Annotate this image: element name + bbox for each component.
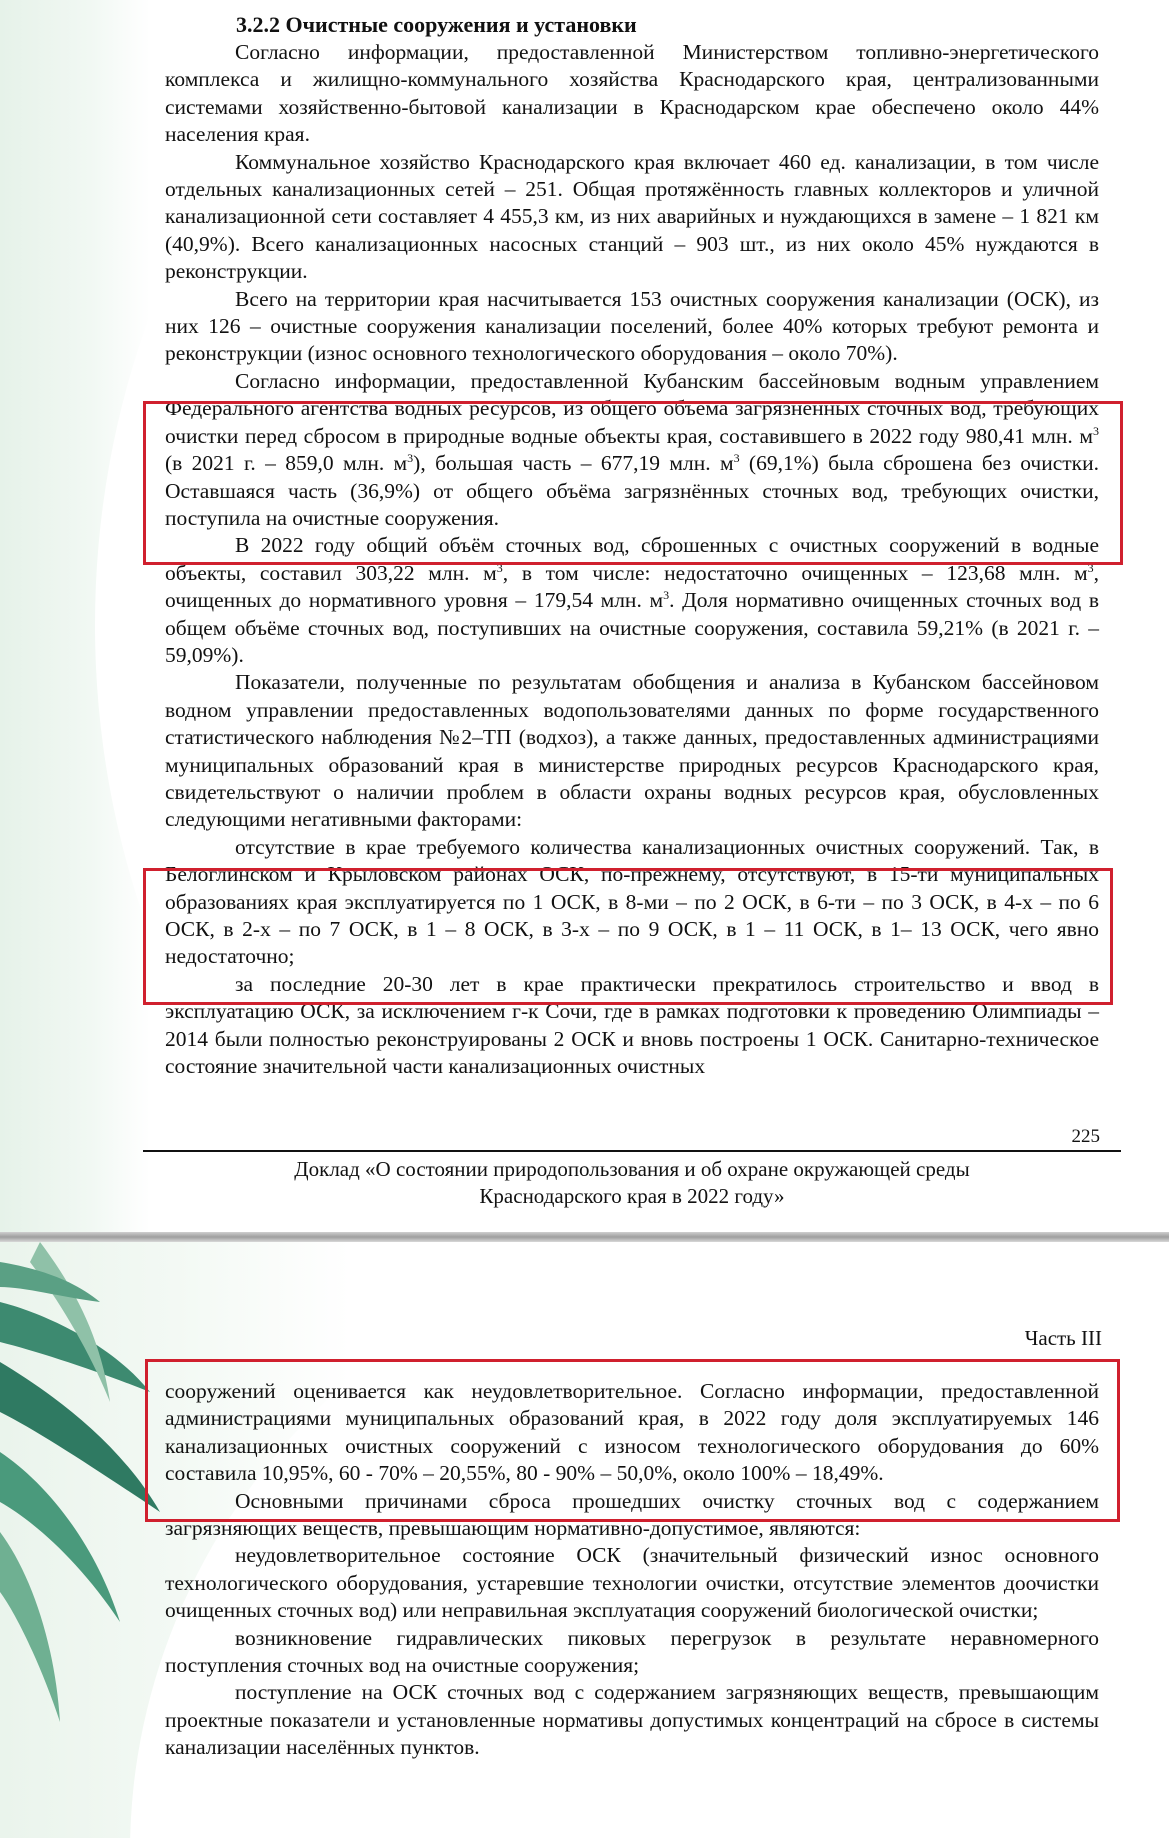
paragraph: Основными причинами сброса прошедших очистку сточных вод с содержанием загрязняющих веществ, превышающим нормативно-допустимое, являются: [165,1488,1099,1541]
paragraph: Всего на территории края насчитывается 153 очистных сооружения канализации (ОСК), из них 126 – очистные сооружения канализации поселений, более 40% которых требуют ремонта и реконструкции (износ основного технологического оборудования – около 70%). [165,286,1099,366]
paragraph: Показатели, полученные по результатам обобщения и анализа в Кубанском бассейновом водном управлении предоставленных водопользователями данных по форме государственного статистического наблюдения №2–ТП (водхоз), а также данных, предоставленных администрациями муниципальных образований края в министерстве природных ресурсов Краснодарского края, свидетельствуют о наличии проблем в области охраны водных ресурсов края, обусловленных следующими негативными факторами: [165,670,1099,832]
highlight-box-wastewater [143,401,1123,565]
paragraph: за последние 20-30 лет в крае практически прекратилось строительство и ввод в эксплуатацию ОСК, за исключением г-к Сочи, где в рамках подготовки к проведению Олимпиады – 2014 были полностью реконструированы 2 ОСК и вновь построены 1 ОСК. Санитарно-техническое состояние значительной части канализационных очистных [165,971,1099,1079]
paragraph-discharge-2022: В 2022 году общий объём сточных вод, сброшенных с очистных сооружений в водные объекты, составил 303,22 млн. $м^3$, в том числе: недостаточно очищенных – 123,68 млн. $м^3$, очищенных до нормативного уровня – 179,54 млн. $м^3$. Доля нормативно очищенных сточных вод в общем объёме сточных вод, поступивших на очистные сооружения, составила 59,21% (в 2021 г. – 59,09%). [165,533,1099,667]
paragraph-wastewater-volume: Согласно информации, предоставленной Кубанским бассейновым водным управлением Федерального агентства водных ресурсов, из общего объёма загрязнённых сточных вод, требующих очистки перед сбросом в природные водные объекты края, составившего в 2022 году 980,41 млн. $м^3$ (в 2021 г. – 859,0 млн. $м^3$), большая часть – 677,19 млн. $м^3$ (69,1%) была сброшена без очистки. Оставшаяся часть (36,9%) от общего объёма загрязнённых сточных вод, требующих очистки, поступила на очистные сооружения. [165,368,1099,530]
leaf-shape [0,1532,60,1722]
paragraph: поступление на ОСК сточных вод с содержанием загрязняющих веществ, превышающим проектные показатели и установленные нормативы допустимых концентраций на сбросе в системы канализации населённых пунктов. [165,1680,1099,1760]
paragraph: Согласно информации, предоставленной Министерством топливно-энергетического комплекса и жилищно-коммунального хозяйства Краснодарского края, централизованными системами хозяйственно-бытовой канализации в Краснодарском крае обеспечено около 44% населения края. [165,40,1099,147]
paragraph: Коммунальное хозяйство Краснодарского края включает 460 ед. канализации, в том числе отдельных канализационных сетей – 251. Общая протяжённость главных коллекторов и уличной канализационной сети составляет 4 455,3 км, из них аварийных и нуждающихся в замене – 1 821 км (40,9%). Всего канализационных насосных станций – 903 шт., из них около 45% нуждаются в реконструкции. [165,149,1099,284]
section-heading: 3.2.2 Очистные сооружения и установки [236,12,637,37]
page-separator [0,1232,1169,1242]
paragraph: неудовлетворительное состояние ОСК (значительный физический износ основного технологического оборудования, устаревшие технологии очистки, отсутствие элементов доочистки очищенных сточных вод) или неправильная эксплуатация сооружений биологической очистки; [165,1543,1099,1623]
footer-line-1: Доклад «О состоянии природопользования и об охране окружающей среды [294,1157,970,1181]
highlight-box-osk [143,868,1113,1005]
footer-divider [143,1150,1121,1152]
paragraph: возникновение гидравлических пиковых перегрузок в результате неравномерного поступления сточных вод на очистные сооружения; [165,1625,1099,1678]
footer-line-2: Краснодарского края в 2022 году» [479,1184,785,1208]
page-number: 225 [1071,1126,1100,1147]
part-label: Часть III [1024,1326,1102,1350]
page-footer [143,1156,1121,1210]
paragraph-osk-shortage: отсутствие в крае требуемого количества канализационных очистных сооружений. Так, в Белоглинском и Крыловском районах ОСК, по-прежнему, отсутствуют, в 15-ти муниципальных образованиях края эксплуатируется по 1 ОСК, в 8-ми – по 2 ОСК, в 6-ти – по 3 ОСК, в 4-х – по 6 ОСК, в 2-х – по 7 ОСК, в 1 – 8 ОСК, в 3-х – по 9 ОСК, в 1 – 11 ОСК, в 1– 13 ОСК, чего явно недостаточно; [165,834,1099,969]
highlight-box-wear [145,1359,1120,1522]
paragraph-equipment-wear: сооружений оценивается как неудовлетворительное. Согласно информации, предоставленной администрациями муниципальных образований края, в 2022 году доля эксплуатируемых 146 канализационных очистных сооружений с износом технологического оборудования до 60% составила 10,95%, 60 - 70% – 20,55%, 80 - 90% – 50,0%, около 100% – 18,49%. [165,1379,1099,1486]
